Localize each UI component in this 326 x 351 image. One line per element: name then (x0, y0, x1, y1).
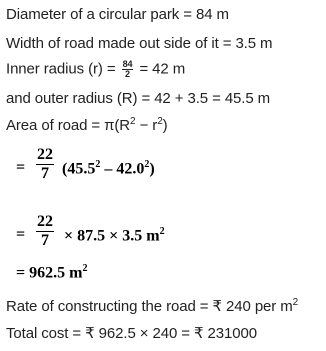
expression-product (64, 226, 165, 245)
fraction-1-denominator: 7 (41, 165, 49, 182)
equals-sign-1: = (16, 159, 26, 176)
rate-line (6, 297, 298, 315)
expression-squares (62, 159, 155, 178)
area-result-exp: 2 (82, 263, 88, 274)
expr2-pre: × 87.5 × 3.5 m (64, 227, 160, 245)
area-formula-line (6, 116, 168, 134)
fraction-2-numerator: 22 (37, 213, 53, 230)
area-result-value: = 962.5 m (16, 264, 83, 282)
expr2-exp: 2 (159, 226, 165, 237)
inner-radius-fraction (122, 60, 134, 79)
equals-sign-2: = (16, 226, 26, 243)
inner-radius-numerator: 84 (122, 59, 133, 69)
expr1-pre: (45.5 (62, 160, 96, 178)
diameter-line: Diameter of a circular park = 84 m (6, 6, 229, 23)
area-formula-prefix: Area of road = π(R (6, 117, 131, 134)
inner-radius-denominator: 2 (125, 69, 130, 79)
inner-radius-prefix: Inner radius (r) = (6, 60, 120, 78)
fraction-22-7-second (36, 213, 54, 250)
expr1-post: ) (149, 160, 155, 178)
area-result (16, 263, 87, 282)
outer-radius-line: and outer radius (R) = 42 + 3.5 = 45.5 m (6, 90, 271, 107)
area-formula-mid: − r (135, 117, 158, 134)
area-formula-exp2: 2 (157, 116, 163, 127)
area-formula-suffix: ) (162, 117, 168, 134)
inner-radius-suffix: = 42 m (135, 60, 186, 78)
fraction-1-numerator: 22 (37, 146, 53, 163)
expr1-mid: – 42.0 (100, 160, 145, 178)
area-formula-exp1: 2 (130, 116, 136, 127)
rate-text: Rate of constructing the road = ₹ 240 per m (6, 298, 293, 315)
fraction-2-denominator: 7 (41, 232, 49, 249)
total-cost-line: Total cost = ₹ 962.5 × 240 = ₹ 231000 (6, 325, 257, 342)
rate-exp: 2 (292, 297, 299, 308)
road-width-line: Width of road made out side of it = 3.5 m (6, 35, 273, 52)
expr1-exp2: 2 (144, 159, 150, 170)
fraction-22-7-first (36, 146, 54, 183)
expr1-exp1: 2 (95, 159, 101, 170)
inner-radius-line (6, 60, 185, 79)
